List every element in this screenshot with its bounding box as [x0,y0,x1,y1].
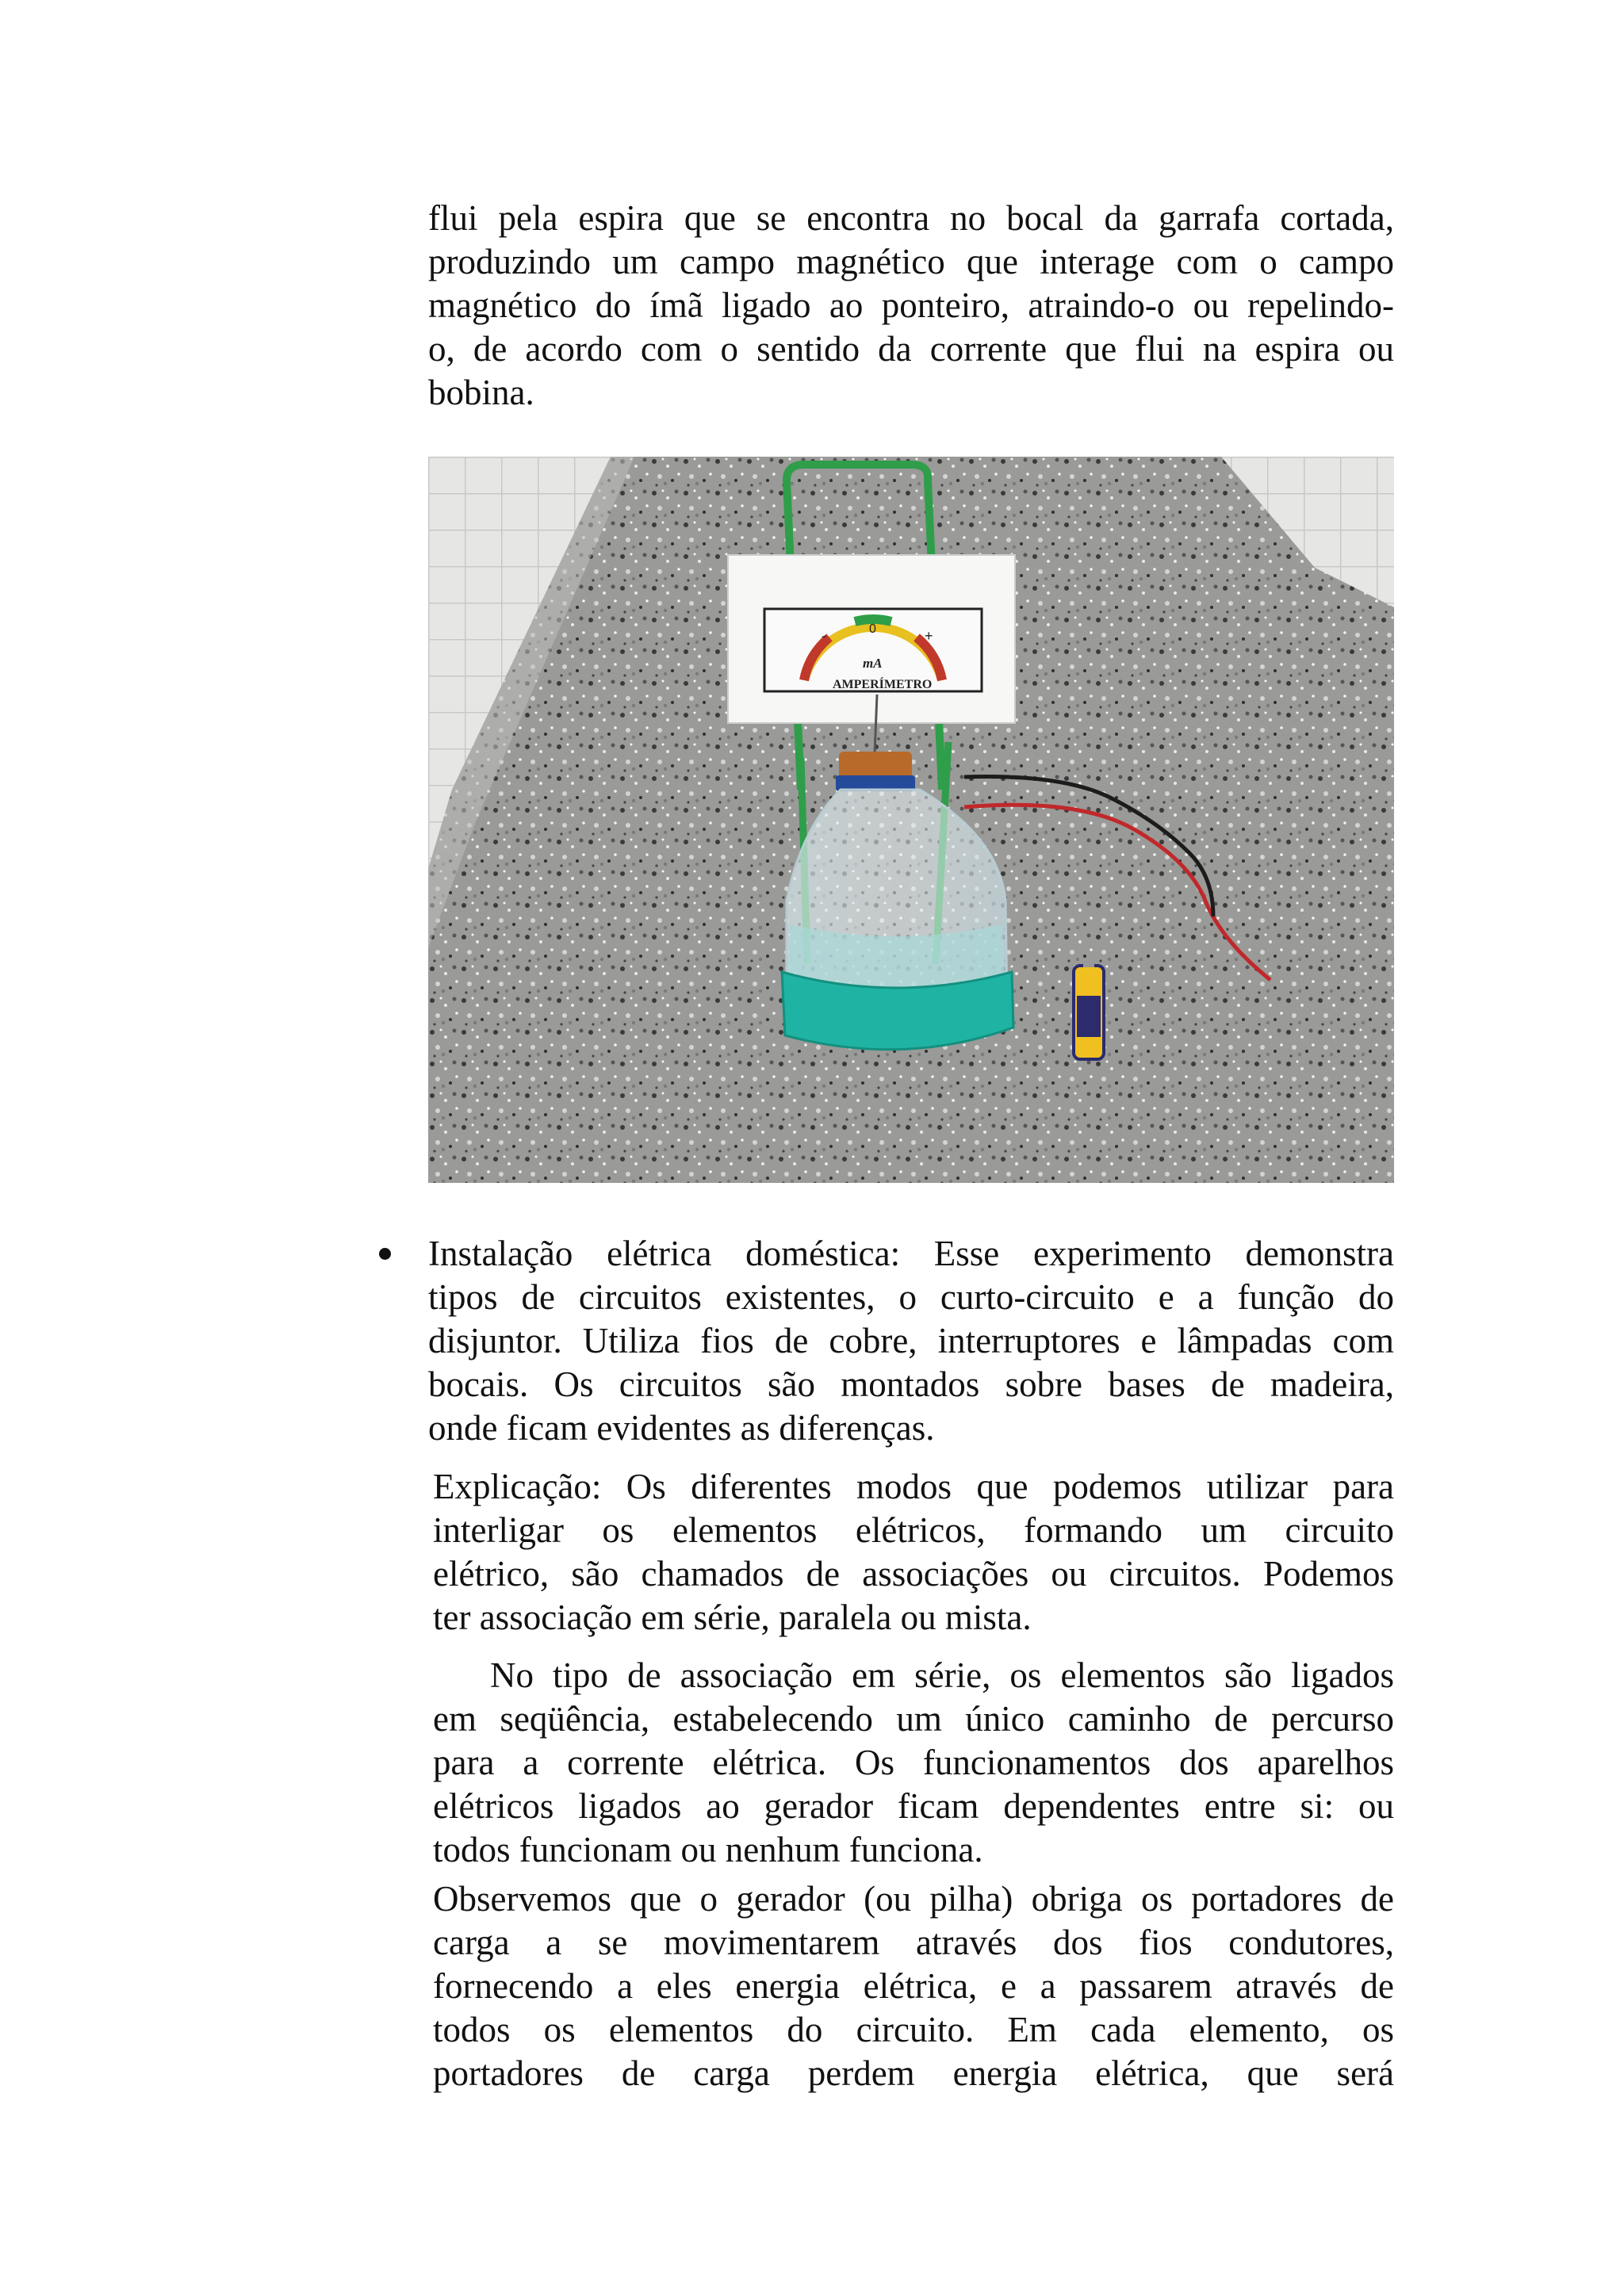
text-line: Instalação elétrica doméstica: Esse experimento demonstra [428,1234,1394,1273]
experiment-photo [428,457,1394,1183]
text-line: todos funcionam ou nenhum funciona. [433,1830,983,1869]
bullet-item-instalacao-eletrica [428,1232,1394,1450]
bullet-point-icon [379,1248,391,1260]
text-line: elétricos ligados ao gerador ficam dependentes entre si: ou [433,1786,1394,1826]
meter-plus-label: + [925,628,933,644]
text-line: portadores de carga perdem energia elétrica, que será [433,2053,1394,2093]
text-line: fornecendo a eles energia elétrica, e a passarem através de [433,1966,1394,2006]
text-line: disjuntor. Utiliza fios de cobre, interruptores e lâmpadas com [428,1321,1394,1360]
text-line: interligar os elementos elétricos, formando um circuito [433,1510,1394,1550]
text-line: magnético do ímã ligado ao ponteiro, atraindo-o ou repelindo- [428,285,1394,325]
text-line: bocais. Os circuitos são montados sobre bases de madeira, [428,1364,1394,1404]
meter-minus-label: - [822,628,826,644]
text-line: bobina. [428,373,534,412]
paragraph-associacao-serie [433,1654,1394,1872]
text-line: tipos de circuitos existentes, o curto-circuito e a função do [428,1277,1394,1317]
text-line: produzindo um campo magnético que interage com o campo [428,242,1394,281]
text-line: onde ficam evidentes as diferenças. [428,1408,935,1448]
text-line: o, de acordo com o sentido da corrente que flui na espira ou [428,329,1394,369]
text-line: No tipo de associação em série, os elementos são ligados [490,1655,1394,1695]
text-line: Observemos que o gerador (ou pilha) obriga os portadores de [433,1879,1394,1919]
meter-zero-label: 0 [869,622,876,636]
text-line: em seqüência, estabelecendo um único caminho de percurso [433,1699,1394,1739]
meter-unit-label: mA [863,656,883,671]
paragraph-galvanometer-explanation [428,197,1394,415]
meter-title-label: AMPERÍMETRO [833,678,933,691]
text-line: flui pela espira que se encontra no bocal da garrafa cortada, [428,198,1394,238]
text-line: para a corrente elétrica. Os funcionamentos dos aparelhos [433,1743,1394,1782]
paragraph-observemos [433,1877,1394,2095]
text-line: carga a se movimentarem através dos fios condutores, [433,1923,1394,1962]
text-line: ter associação em série, paralela ou mista. [433,1598,1032,1637]
text-line: elétrico, são chamados de associações ou circuitos. Podemos [433,1554,1394,1594]
text-line: todos os elementos do circuito. Em cada elemento, os [433,2010,1394,2049]
text-line: Explicação: Os diferentes modos que podemos utilizar para [433,1467,1394,1506]
paragraph-explicacao [433,1465,1394,1640]
